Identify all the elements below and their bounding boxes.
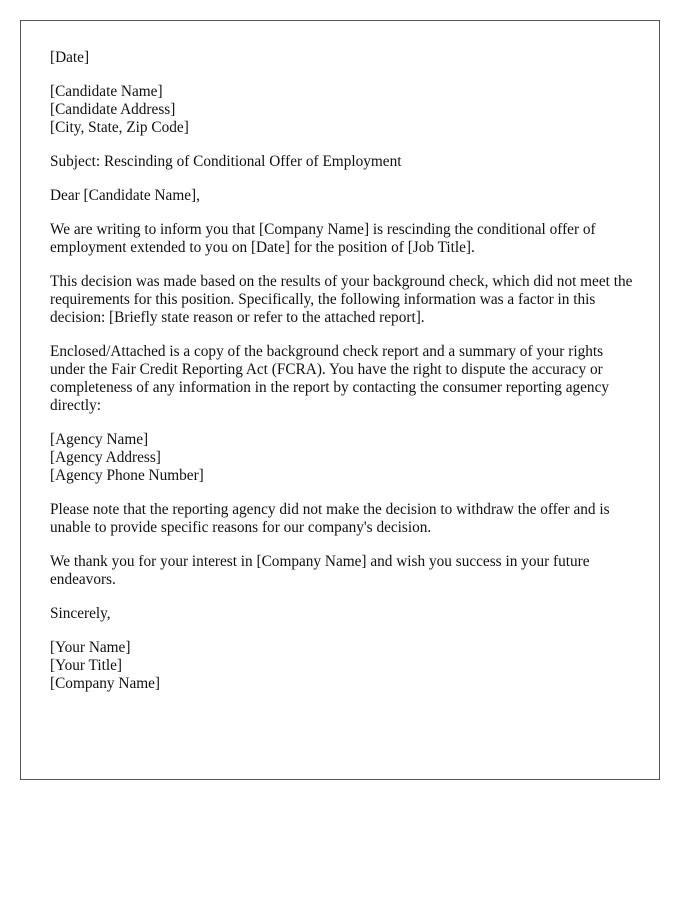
- signature-company: [Company Name]: [50, 675, 161, 692]
- paragraph-fcra-rights: Enclosed/Attached is a copy of the background check report and a summary of your rights under the Fair Credit Reporting Act (FCRA). You have the right to dispute the accuracy or completeness of any information in the report by contacting the consumer reporting agency directly:: [50, 343, 610, 414]
- letter-date: [Date]: [50, 49, 90, 66]
- agency-name: [Agency Name]: [50, 431, 149, 448]
- paragraph-decision-reason: This decision was made based on the results of your background check, which did not meet the requirements for this position. Specifically, the following information was a factor in this decision: [Briefly state reason or refer to the attached report].: [50, 273, 633, 326]
- letter-salutation: Dear [Candidate Name],: [50, 187, 200, 204]
- letter-sign-off: Sincerely,: [50, 605, 111, 622]
- recipient-block: [50, 83, 640, 137]
- signature-title: [Your Title]: [50, 657, 122, 674]
- recipient-city-state-zip: [City, State, Zip Code]: [50, 119, 189, 136]
- recipient-name: [Candidate Name]: [50, 83, 163, 100]
- agency-address: [Agency Address]: [50, 449, 161, 466]
- letter-body: [50, 49, 640, 709]
- letter-page: [20, 20, 660, 780]
- paragraph-agency-note: Please note that the reporting agency did not make the decision to withdraw the offer and is unable to provide specific reasons for our company's decision.: [50, 501, 610, 536]
- letter-subject: Subject: Rescinding of Conditional Offer of Employment: [50, 153, 402, 170]
- recipient-address: [Candidate Address]: [50, 101, 176, 118]
- signature-name: [Your Name]: [50, 639, 131, 656]
- signature-block: [50, 639, 640, 693]
- agency-block: [50, 431, 640, 485]
- paragraph-offer-rescinded: We are writing to inform you that [Company Name] is rescinding the conditional offer of employment extended to you on [Date] for the position of [Job Title].: [50, 221, 596, 256]
- paragraph-thanks: We thank you for your interest in [Company Name] and wish you success in your future endeavors.: [50, 553, 590, 588]
- agency-phone: [Agency Phone Number]: [50, 467, 204, 484]
